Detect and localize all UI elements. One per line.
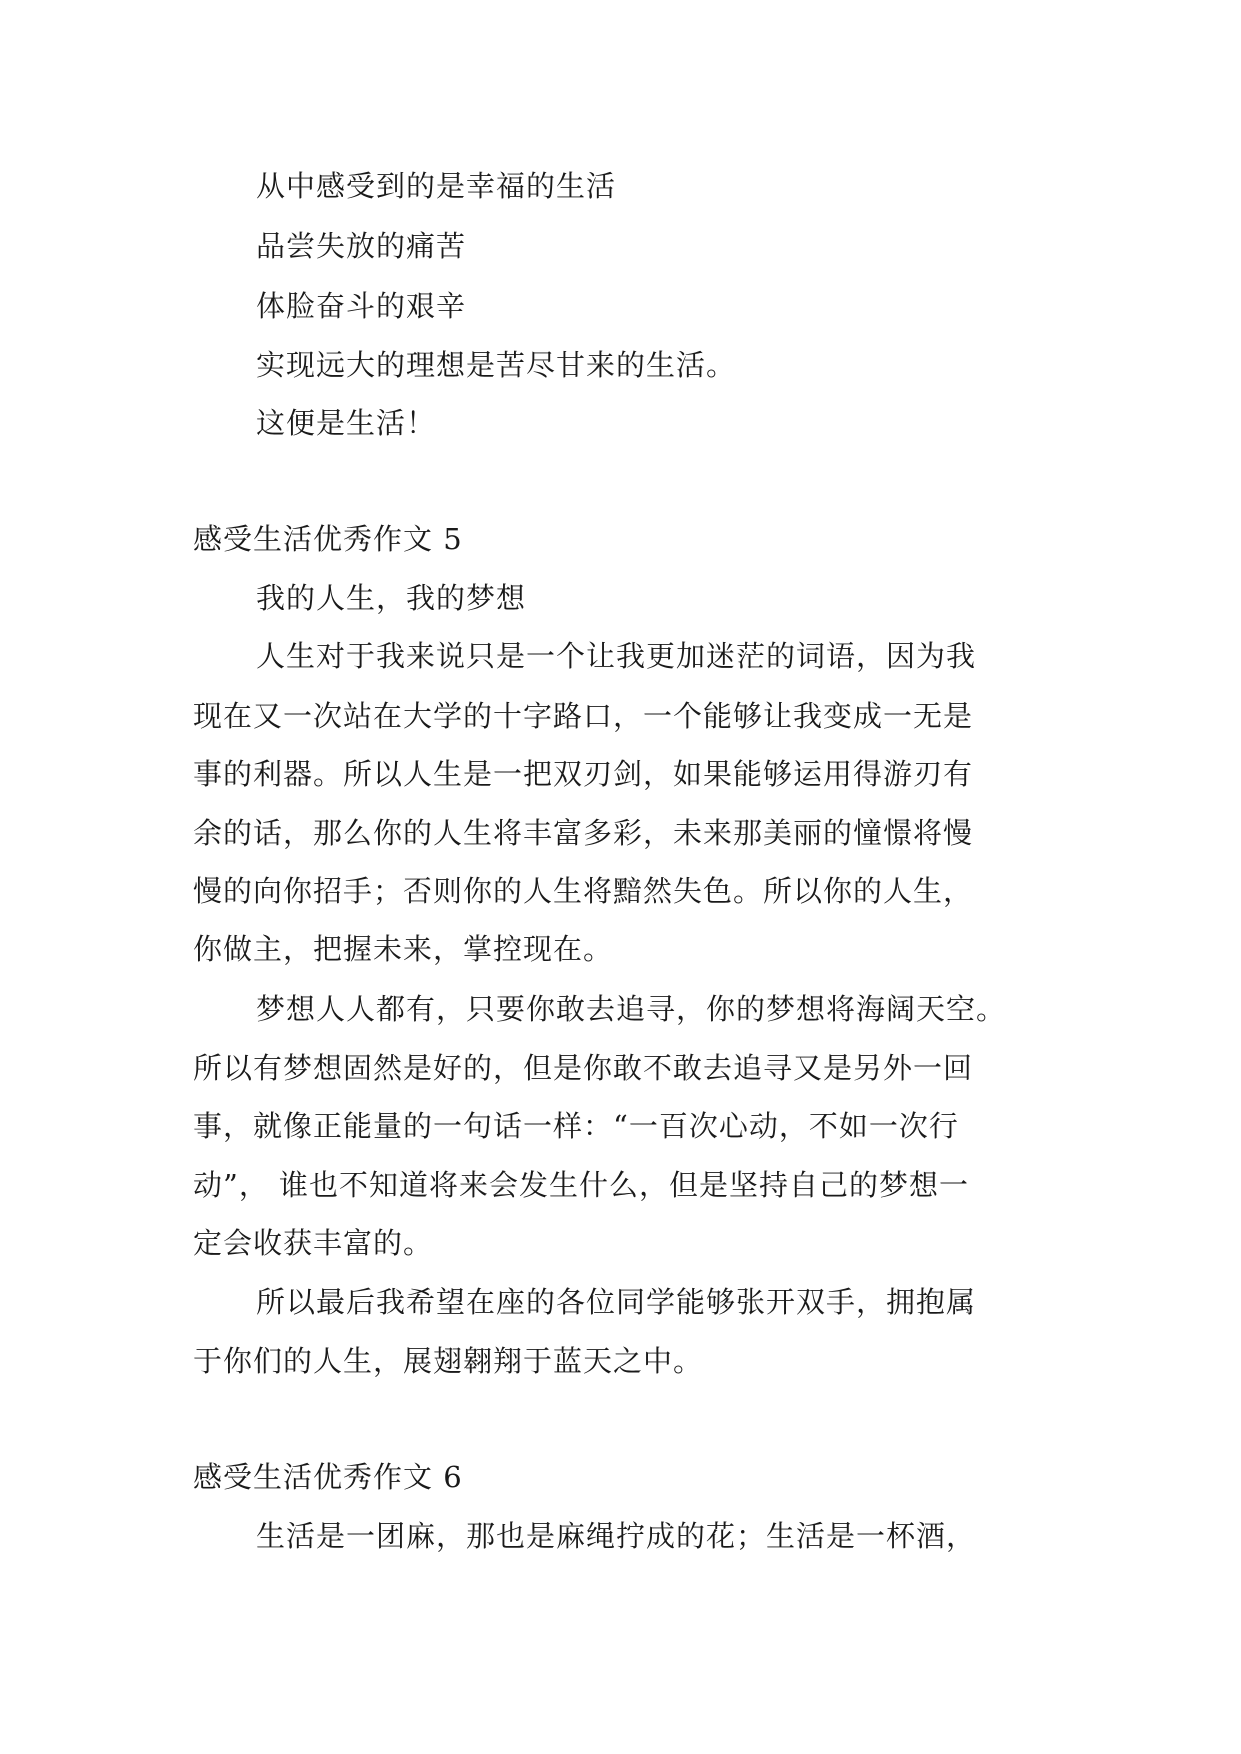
poem-line: 从中感受到的是幸福的生活 (256, 169, 617, 203)
paragraph-line: 事的利器。所以人生是一把双刃剑，如果能够运用得游刃有 (193, 757, 974, 791)
essay-subtitle: 我的人生，我的梦想 (256, 581, 527, 615)
essay-heading: 感受生活优秀作文 5 (193, 522, 463, 556)
poem-line: 品尝失放的痛苦 (256, 229, 467, 263)
paragraph-line: 慢的向你招手；否则你的人生将黯然失色。所以你的人生， (193, 874, 974, 908)
paragraph-line: 梦想人人都有，只要你敢去追寻，你的梦想将海阔天空。 (256, 992, 1007, 1026)
paragraph-line: 动”， 谁也不知道将来会发生什么，但是坚持自己的梦想一 (193, 1168, 970, 1202)
paragraph-line: 于你们的人生，展翅翱翔于蓝天之中。 (193, 1344, 704, 1378)
essay-heading: 感受生活优秀作文 6 (193, 1460, 463, 1494)
poem-line: 这便是生活！ (256, 406, 437, 440)
paragraph-line: 余的话，那么你的人生将丰富多彩，未来那美丽的憧憬将慢 (193, 816, 974, 850)
poem-line: 体脸奋斗的艰辛 (256, 289, 467, 323)
poem-line: 实现远大的理想是苦尽甘来的生活。 (256, 348, 737, 382)
paragraph-line: 事，就像正能量的一句话一样：“一百次心动，不如一次行 (193, 1109, 959, 1143)
paragraph-line: 所以有梦想固然是好的，但是你敢不敢去追寻又是另外一回 (193, 1051, 974, 1085)
paragraph-line: 生活是一团麻，那也是麻绳拧成的花；生活是一杯酒， (256, 1519, 977, 1553)
paragraph-line: 定会收获丰富的。 (193, 1226, 434, 1260)
paragraph-line: 你做主，把握未来，掌控现在。 (193, 932, 614, 966)
paragraph-line: 人生对于我来说只是一个让我更加迷茫的词语，因为我 (256, 639, 977, 673)
paragraph-line: 现在又一次站在大学的十字路口，一个能够让我变成一无是 (193, 699, 974, 733)
paragraph-line: 所以最后我希望在座的各位同学能够张开双手，拥抱属 (256, 1285, 977, 1319)
